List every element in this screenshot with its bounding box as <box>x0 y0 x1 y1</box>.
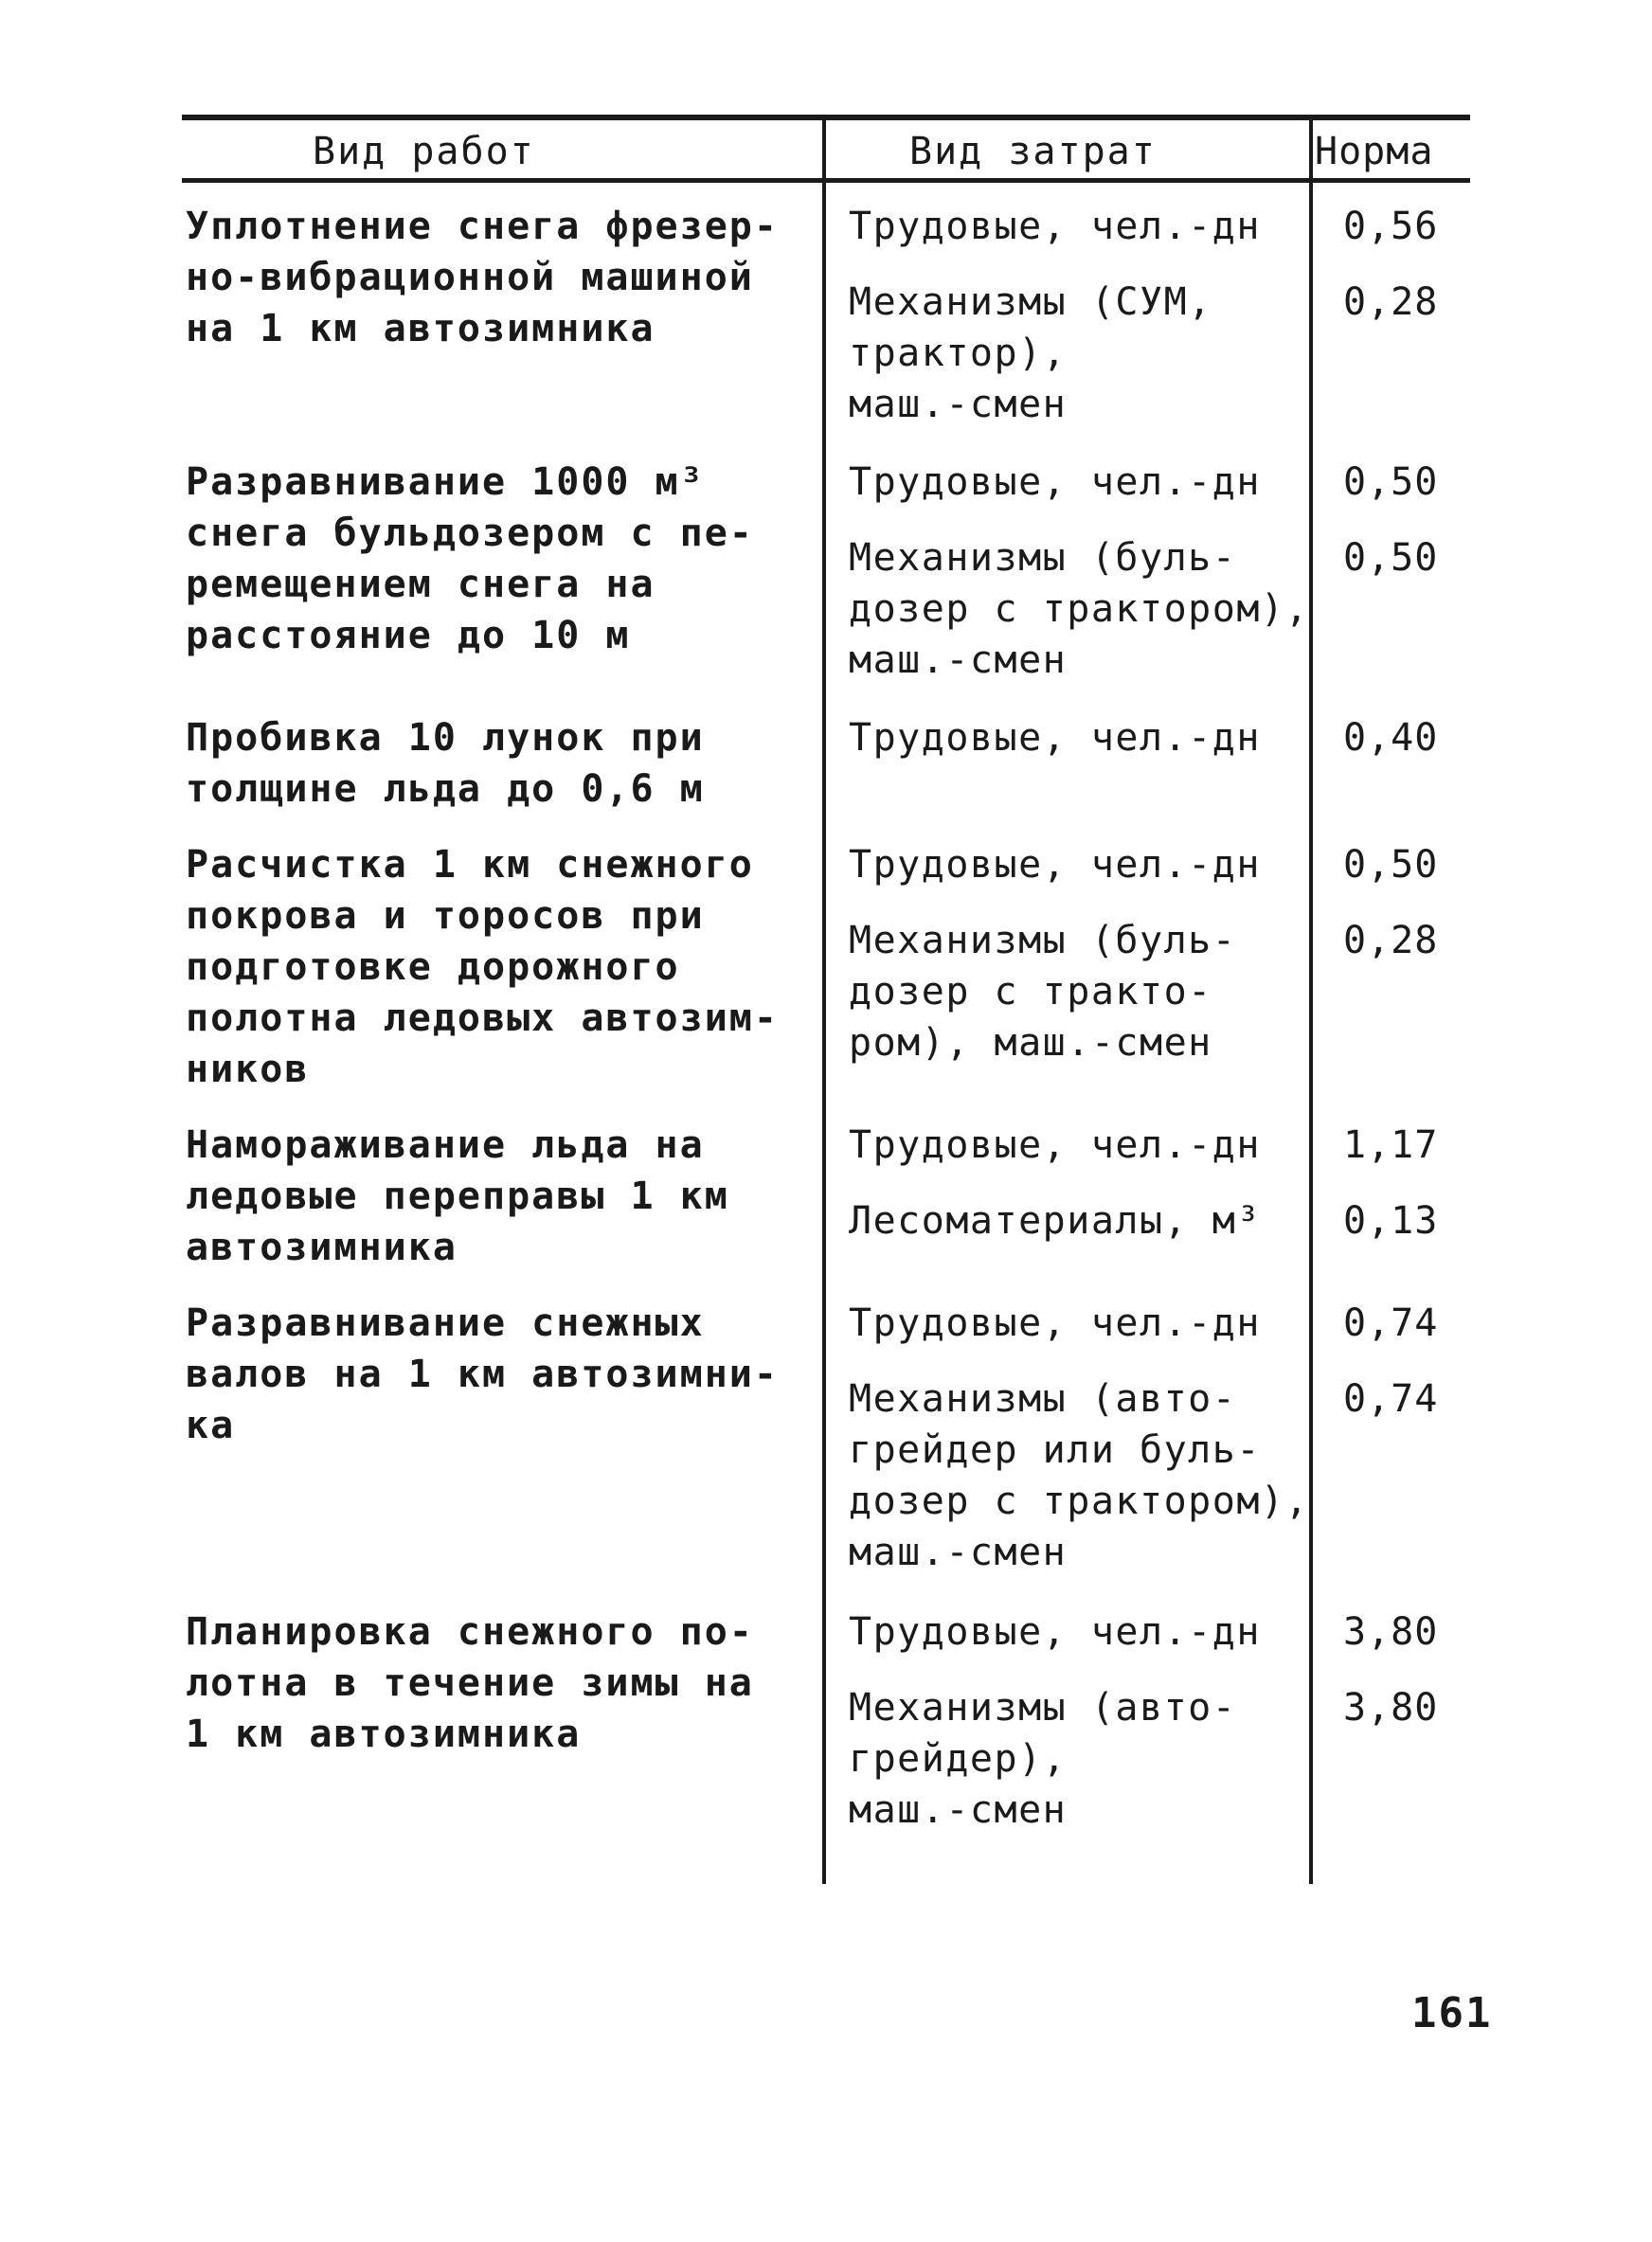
row-6-norm-1: 0,74 <box>1343 1301 1439 1345</box>
row-5-work: Намораживание льда на ледовые переправы 1 км автозимника <box>186 1123 729 1269</box>
row-5-cost-2: Лесоматериалы, м³ <box>849 1199 1261 1243</box>
row-3-work: Пробивка 10 лунок при толщине льда до 0,6 м <box>186 716 705 811</box>
row-6-cost-1: Трудовые, чел.-дн <box>849 1301 1261 1345</box>
row-7-norm-2: 3,80 <box>1343 1686 1439 1730</box>
row-4-cost-1: Трудовые, чел.-дн <box>849 843 1261 887</box>
row-7-norm-1: 3,80 <box>1343 1610 1439 1654</box>
row-1-norm-2: 0,28 <box>1343 280 1439 324</box>
row-4-norm-1: 0,50 <box>1343 843 1439 887</box>
row-6-work: Разравнивание снежных валов на 1 км автозимни- ка <box>186 1301 779 1447</box>
row-2-norm-2: 0,50 <box>1343 536 1439 580</box>
row-5-cost-1: Трудовые, чел.-дн <box>849 1123 1261 1167</box>
row-2-norm-1: 0,50 <box>1343 460 1439 504</box>
header-cost-type: Вид затрат <box>909 130 1157 173</box>
row-1-cost-2: Механизмы (СУМ, трактор), маш.-смен <box>849 280 1212 426</box>
row-6-cost-2: Механизмы (авто- грейдер или буль- дозер с трактором), маш.-смен <box>849 1377 1310 1574</box>
row-4-work: Расчистка 1 км снежного покрова и торосов при подготовке дорожного полотна ледовых автозим- ников <box>186 843 779 1091</box>
row-2-cost-1: Трудовые, чел.-дн <box>849 460 1261 504</box>
header-work-type: Вид работ <box>313 130 535 173</box>
row-6-norm-2: 0,74 <box>1343 1377 1439 1421</box>
table-header-rule <box>182 178 1470 183</box>
row-3-cost-1: Трудовые, чел.-дн <box>849 716 1261 760</box>
column-divider-1 <box>822 120 826 1884</box>
row-5-norm-1: 1,17 <box>1343 1123 1439 1167</box>
row-2-work: Разравнивание 1000 м³ снега бульдозером с пе- ремещением снега на расстояние до 10 м <box>186 460 754 657</box>
page-number: 161 <box>1411 1989 1493 2037</box>
row-5-norm-2: 0,13 <box>1343 1199 1439 1243</box>
row-7-work: Планировка снежного по- лотна в течение зимы на 1 км автозимника <box>186 1610 754 1756</box>
table-top-rule <box>182 115 1470 120</box>
header-norm: Норма <box>1315 130 1434 173</box>
row-3-norm-1: 0,40 <box>1343 716 1439 760</box>
row-1-cost-1: Трудовые, чел.-дн <box>849 205 1261 248</box>
row-1-work: Уплотнение снега фрезер- но-вибрационной машиной на 1 км автозимника <box>186 205 779 350</box>
row-4-cost-2: Механизмы (буль- дозер с тракто- ром), маш.-смен <box>849 919 1237 1065</box>
row-7-cost-2: Механизмы (авто- грейдер), маш.-смен <box>849 1686 1237 1832</box>
row-4-norm-2: 0,28 <box>1343 919 1439 962</box>
row-2-cost-2: Механизмы (буль- дозер с трактором), маш.-смен <box>849 536 1310 682</box>
row-1-norm-1: 0,56 <box>1343 205 1439 248</box>
row-7-cost-1: Трудовые, чел.-дн <box>849 1610 1261 1654</box>
